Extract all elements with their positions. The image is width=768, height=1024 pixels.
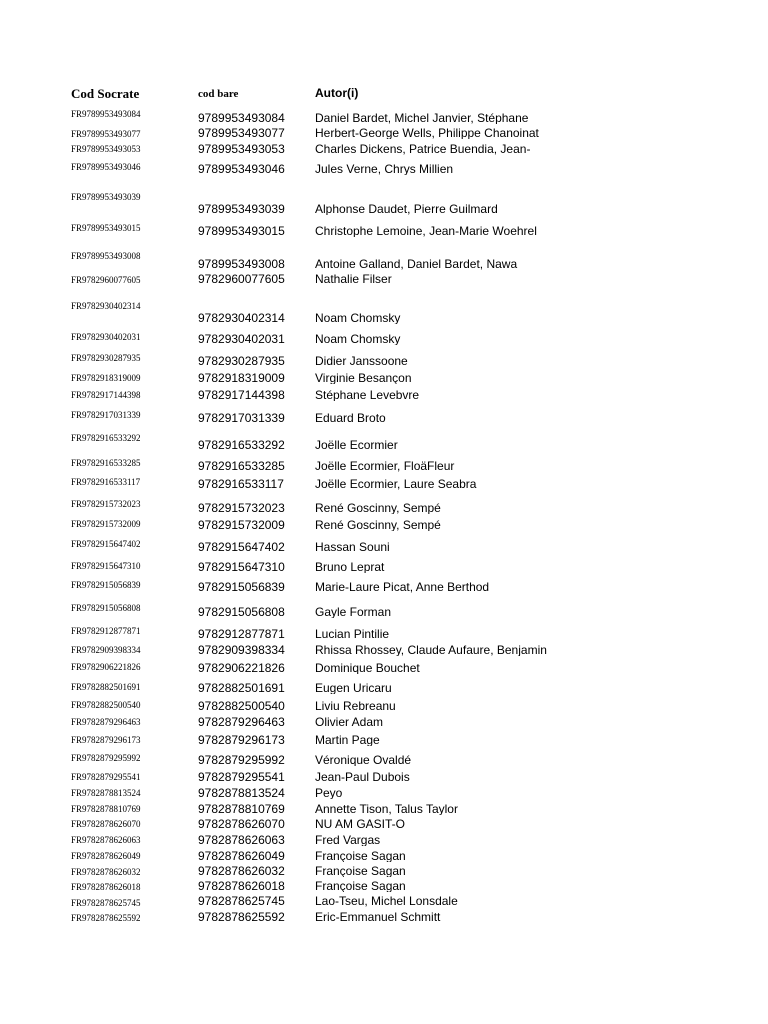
row-cod-bare: 9782930402314 [198, 311, 285, 325]
row-autor: Eugen Uricaru [315, 682, 392, 694]
row-cod-socrate: FR9782878625592 [71, 913, 141, 923]
row-autor: René Goscinny, Sempé [315, 519, 441, 531]
row-autor: Joëlle Ecormier, FloäFleur [315, 460, 455, 472]
row-cod-bare: 9782915056808 [198, 605, 285, 619]
row-cod-bare: 9789953493008 [198, 257, 285, 271]
row-cod-bare: 9789953493053 [198, 142, 285, 156]
row-cod-socrate: FR9782916533292 [71, 433, 141, 443]
row-autor: Rhissa Rhossey, Claude Aufaure, Benjamin [315, 644, 547, 656]
row-cod-bare: 9782879296173 [198, 733, 285, 747]
row-cod-socrate: FR9782915056839 [71, 580, 141, 590]
row-cod-bare: 9782878810769 [198, 802, 285, 816]
row-cod-bare: 9782878625745 [198, 894, 285, 908]
row-cod-bare: 9782930402031 [198, 332, 285, 346]
row-cod-socrate: FR9782915647310 [71, 561, 141, 571]
row-cod-socrate: FR9782915647402 [71, 539, 141, 549]
row-cod-bare: 9782878626032 [198, 864, 285, 878]
row-autor: Lucian Pintilie [315, 628, 390, 640]
row-cod-bare: 9782879296463 [198, 715, 285, 729]
row-cod-socrate: FR9782917031339 [71, 410, 141, 420]
row-autor: Peyo [315, 787, 343, 799]
row-cod-socrate: FR9782878625745 [71, 898, 141, 908]
row-cod-socrate: FR9782960077605 [71, 275, 141, 285]
row-cod-socrate: FR9782878626032 [71, 867, 141, 877]
row-cod-socrate: FR9789953493084 [71, 109, 141, 119]
row-cod-socrate: FR9782906221826 [71, 662, 141, 672]
row-cod-bare: 9782878625592 [198, 910, 285, 924]
row-cod-socrate: FR9782879295541 [71, 772, 141, 782]
row-autor: Martin Page [315, 734, 380, 746]
row-autor: Antoine Galland, Daniel Bardet, Nawa [315, 258, 518, 270]
row-autor: Charles Dickens, Patrice Buendia, Jean- [315, 143, 531, 155]
row-cod-bare: 9782917031339 [198, 411, 285, 425]
row-cod-bare: 9782882501691 [198, 681, 285, 695]
row-autor: Eduard Broto [315, 412, 386, 424]
row-cod-bare: 9782878626049 [198, 849, 285, 863]
row-autor: Françoise Sagan [315, 880, 406, 892]
row-cod-bare: 9782917144398 [198, 388, 285, 402]
row-cod-socrate: FR9782930402031 [71, 332, 141, 342]
row-cod-socrate: FR9782878810769 [71, 804, 141, 814]
row-cod-bare: 9782915056839 [198, 580, 285, 594]
header-cod-bare: cod bare [198, 88, 239, 100]
row-cod-socrate: FR9782879296463 [71, 717, 141, 727]
row-autor: Lao-Tseu, Michel Lonsdale [315, 895, 458, 907]
row-cod-bare: 9782915647310 [198, 560, 285, 574]
row-cod-socrate: FR9782915732009 [71, 519, 141, 529]
row-cod-socrate: FR9782878626018 [71, 882, 141, 892]
row-cod-socrate: FR9789953493046 [71, 162, 141, 172]
row-autor: Véronique Ovaldé [315, 754, 412, 766]
row-cod-bare: 9782916533285 [198, 459, 285, 473]
row-cod-socrate: FR9782882501691 [71, 682, 141, 692]
row-autor: Annette Tison, Talus Taylor [315, 803, 458, 815]
row-cod-socrate: FR9782882500540 [71, 700, 141, 710]
header-autori: Autor(i) [315, 86, 359, 100]
row-autor: Daniel Bardet, Michel Janvier, Stéphane [315, 112, 529, 124]
row-cod-socrate: FR9782915056808 [71, 603, 141, 613]
row-autor: Joëlle Ecormier [315, 439, 398, 451]
row-autor: Joëlle Ecormier, Laure Seabra [315, 478, 477, 490]
row-cod-socrate: FR9782912877871 [71, 626, 141, 636]
row-autor: Noam Chomsky [315, 333, 401, 345]
row-cod-socrate: FR9782917144398 [71, 390, 141, 400]
row-autor: Gayle Forman [315, 606, 392, 618]
row-autor: Dominique Bouchet [315, 662, 420, 674]
row-autor: Marie-Laure Picat, Anne Berthod [315, 581, 490, 593]
row-cod-bare: 9789953493077 [198, 126, 285, 140]
row-cod-socrate: FR9782930402314 [71, 301, 141, 311]
row-autor: Françoise Sagan [315, 850, 406, 862]
row-cod-socrate: FR9782916533117 [71, 477, 141, 487]
row-cod-socrate: FR9782909398334 [71, 645, 141, 655]
row-cod-socrate: FR9782878626063 [71, 835, 141, 845]
row-autor: Eric-Emmanuel Schmitt [315, 911, 441, 923]
row-autor: Fred Vargas [315, 834, 381, 846]
row-autor: Christophe Lemoine, Jean-Marie Woehrel [315, 225, 537, 237]
row-cod-socrate: FR9789953493077 [71, 129, 141, 139]
row-cod-bare: 9782878626063 [198, 833, 285, 847]
row-cod-bare: 9782912877871 [198, 627, 285, 641]
row-autor: René Goscinny, Sempé [315, 502, 441, 514]
row-autor: Alphonse Daudet, Pierre Guilmard [315, 203, 498, 215]
row-cod-socrate: FR9789953493039 [71, 192, 141, 202]
row-cod-bare: 9782878813524 [198, 786, 285, 800]
row-autor: Hassan Souni [315, 541, 390, 553]
header-cod-socrate: Cod Socrate [71, 86, 140, 101]
row-cod-bare: 9789953493015 [198, 224, 285, 238]
row-cod-bare: 9782915732023 [198, 501, 285, 515]
row-cod-bare: 9782878626018 [198, 879, 285, 893]
row-autor: Didier Janssoone [315, 355, 408, 367]
row-cod-bare: 9782909398334 [198, 643, 285, 657]
row-cod-bare: 9782879295541 [198, 770, 285, 784]
row-cod-socrate: FR9789953493008 [71, 251, 141, 261]
row-autor: Olivier Adam [315, 716, 384, 728]
row-cod-bare: 9782960077605 [198, 272, 285, 286]
row-cod-bare: 9782915732009 [198, 518, 285, 532]
row-autor: Virginie Besançon [315, 372, 412, 384]
row-autor: Nathalie Filser [315, 273, 392, 285]
row-cod-bare: 9782916533292 [198, 438, 285, 452]
row-autor: Stéphane Levebvre [315, 389, 420, 401]
row-cod-socrate: FR9782918319009 [71, 373, 141, 383]
row-cod-bare: 9782906221826 [198, 661, 285, 675]
row-cod-bare: 9782878626070 [198, 817, 285, 831]
row-cod-bare: 9789953493039 [198, 202, 285, 216]
row-cod-socrate: FR9782878813524 [71, 788, 141, 798]
row-autor: Herbert-George Wells, Philippe Chanoinat [315, 127, 539, 139]
row-autor: Jean-Paul Dubois [315, 771, 410, 783]
row-cod-socrate: FR9782915732023 [71, 499, 141, 509]
row-cod-socrate: FR9782878626070 [71, 819, 141, 829]
row-cod-bare: 9782879295992 [198, 753, 285, 767]
row-cod-bare: 9782930287935 [198, 354, 285, 368]
row-cod-bare: 9782918319009 [198, 371, 285, 385]
row-autor: Noam Chomsky [315, 312, 401, 324]
row-cod-socrate: FR9782916533285 [71, 458, 141, 468]
row-cod-bare: 9789953493084 [198, 111, 285, 125]
row-cod-socrate: FR9789953493015 [71, 223, 141, 233]
row-cod-bare: 9782882500540 [198, 699, 285, 713]
row-autor: Liviu Rebreanu [315, 700, 396, 712]
row-autor: Jules Verne, Chrys Millien [315, 163, 454, 175]
row-cod-bare: 9782916533117 [198, 477, 284, 491]
row-cod-socrate: FR9782879296173 [71, 735, 141, 745]
row-cod-bare: 9789953493046 [198, 162, 285, 176]
row-cod-socrate: FR9782930287935 [71, 353, 141, 363]
row-autor: Françoise Sagan [315, 865, 406, 877]
row-autor: Bruno Leprat [315, 561, 385, 573]
row-cod-socrate: FR9789953493053 [71, 144, 141, 154]
row-autor: NU AM GASIT-O [315, 818, 406, 830]
row-cod-bare: 9782915647402 [198, 540, 285, 554]
row-cod-socrate: FR9782879295992 [71, 753, 141, 763]
row-cod-socrate: FR9782878626049 [71, 851, 141, 861]
